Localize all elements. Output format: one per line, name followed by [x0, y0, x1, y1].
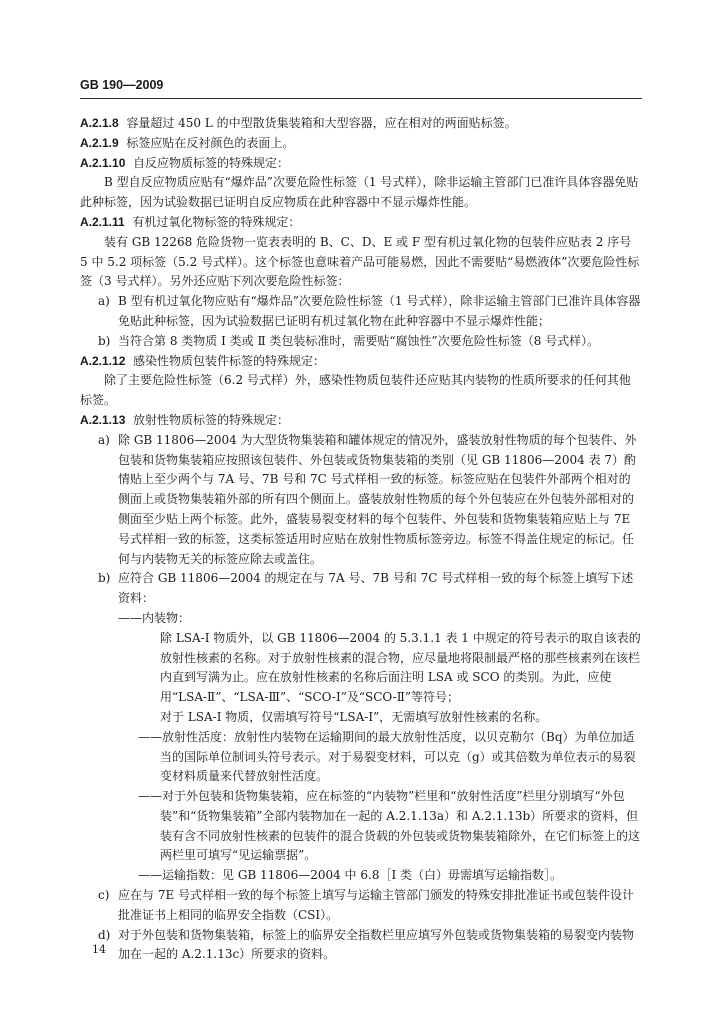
- paragraph: B 型自反应物质应贴有“爆炸品”次要危险性标签（1 号式样），除非运输主管部门已准许具体容器免贴此种标签，因为试验数据已证明自反应物质在此种容器中不显示爆炸性能。: [80, 175, 639, 210]
- clause-a2113: [80, 411, 642, 431]
- paragraph: 除了主要危险性标签（6.2 号式样）外，感染性物质包装件还应贴其内装物的性质所要求的任何其他标签。: [80, 373, 631, 408]
- paragraph: 装有 GB 12268 危险货物一览表表明的 B、C、D、E 或 F 型有机过氧化物的包装件应贴表 2 序号 5 中 5.2 项标签（5.2 号式样）。这个标签也意味着产品可能易燃，因此不需要贴“易燃液体”次要危险性标签（3 号式样）。另外还应贴下列次要危险性标签：: [80, 234, 640, 289]
- clause-a2112: [80, 352, 642, 372]
- document-header: GB 190—2009: [80, 78, 164, 92]
- paragraph: 对于 LSA-Ⅰ 物质，仅需填写符号“LSA-Ⅰ”，无需填写放射性核素的名称。: [160, 709, 548, 724]
- dash-item-overpack: ——对于外包装和货物集装箱，应在标签的“内装物”栏里和“放射性活度”栏里分别填写“外包装”和“货物集装箱”全部内装物加在一起的 A.2.1.13a）和 A.2.1.13b）所要求的资料，但装有含不同放射性核素的包装件的混合货载的外包装或货物集装箱除外，在它们标签上的这两栏里可填写“见运输票据”。: [138, 789, 641, 863]
- clause-title: 感染性物质包装件标签的特殊规定：: [133, 353, 326, 368]
- list-label: b): [98, 333, 111, 348]
- list-label: d): [98, 927, 111, 942]
- dash-item-transport-index: ——运输指数：见 GB 11806—2004 中 6.8［Ⅰ 类（白）毋需填写运输指数］。: [138, 868, 563, 883]
- list-item-d: [80, 926, 642, 966]
- list-text: 当符合第 8 类物质 Ⅰ 类或 Ⅱ 类包装标准时，需要贴“腐蚀性”次要危险性标签（8 号式样）。: [118, 333, 600, 348]
- list-item-a: [80, 292, 642, 332]
- clause-a2110: [80, 154, 642, 174]
- clause-title: 自反应物质标签的特殊规定：: [133, 155, 290, 170]
- list-text: 应符合 GB 11806—2004 的规定在与 7A 号、7B 号和 7C 号式样相一致的每个标签上填写下述资料：: [118, 571, 634, 606]
- list-item-c: [80, 886, 642, 926]
- clause-a219: [80, 134, 642, 154]
- list-item-b: [80, 569, 642, 609]
- list-text: 应在与 7E 号式样相一致的每个标签上填写与运输主管部门颁发的特殊安排批准证书或包装件设计批准证书上相同的临界安全指数（CSI）。: [118, 888, 635, 922]
- clause-title: 有机过氧化物标签的特殊规定：: [132, 214, 301, 229]
- clause-a2111: [80, 213, 642, 233]
- list-text: 除 GB 11806—2004 为大型货物集装箱和罐体规定的情况外，盛装放射性物质的每个包装件、外包装和货物集装箱应按照该包装件、外包装或货物集装箱的类别（见 GB 11806—2004 表 7）酌情贴上至少两个与 7A 号、7B 号和 7C 号式样相一致的标签。标签应贴在包装件外部两个相对的侧面上或货物集装箱外部的所有四个侧面上。盛装放射性物质的每个外包装应在外包装外部相对的侧面至少贴上两个标签。此外，盛装易裂变材料的每个包装件、外包装和货物集装箱应贴上与 7E 号式样相一致的标签，这类标签适用时应贴在放射性物质标签旁边。标签不得盖住规定的标记。任何与内装物无关的标签应除去或盖住。: [118, 432, 637, 566]
- header-rule: [80, 98, 642, 99]
- clause-number: A.2.1.12: [80, 353, 126, 368]
- page-body: [80, 114, 642, 965]
- clause-text: 标签应贴在反衬颜色的表面上。: [126, 135, 295, 150]
- dash-item-activity: ——放射性活度：放射性内装物在运输期间的最大放射性活度，以贝克勒尔（Bq）为单位加适当的国际单位制词头符号表示。对于易裂变材料，可以克（g）或其倍数为单位表示的易裂变材料质量来代替放射性活度。: [138, 729, 636, 784]
- list-item-a: [80, 431, 642, 570]
- page-number: 14: [92, 943, 106, 956]
- clause-a218: [80, 114, 642, 134]
- clause-text: 容量超过 450 L 的中型散货集装箱和大型容器，应在相对的两面贴标签。: [126, 116, 517, 130]
- clause-title: 放射性物质标签的特殊规定：: [133, 412, 290, 427]
- list-text: 对于外包装和货物集装箱，标签上的临界安全指数栏里应填写外包装或货物集装箱的易裂变内装物加在一起的 A.2.1.13c）所要求的资料。: [118, 927, 635, 962]
- list-label: a): [98, 294, 110, 309]
- list-label: c): [98, 888, 110, 903]
- clause-number: A.2.1.10: [80, 155, 126, 170]
- clause-number: A.2.1.8: [80, 116, 119, 130]
- clause-number: A.2.1.9: [80, 135, 119, 150]
- list-label: a): [98, 432, 110, 447]
- clause-number: A.2.1.11: [80, 214, 125, 229]
- clause-number: A.2.1.13: [80, 412, 126, 427]
- dash-item-contents: ——内装物：: [118, 610, 191, 625]
- list-item-b: [80, 332, 642, 352]
- list-label: b): [98, 571, 111, 586]
- list-text: B 型有机过氧化物应贴有“爆炸品”次要危险性标签（1 号式样），除非运输主管部门已准许具体容器免贴此种标签，因为试验数据已证明有机过氧化物在此种容器中不显示爆炸性能；: [118, 294, 641, 328]
- paragraph: 除 LSA-Ⅰ 物质外，以 GB 11806—2004 的 5.3.1.1 表 1 中规定的符号表示的取自该表的放射性核素的名称。对于放射性核素的混合物，应尽量地将限制最严格的那些核素列在该栏内直到写满为止。应在放射性核素的名称后面注明 LSA 或 SCO 的类别。为此，应使用“LSA-Ⅱ”、“LSA-Ⅲ”、“SCO-Ⅰ”及“SCO-Ⅱ”等符号；: [160, 630, 641, 705]
